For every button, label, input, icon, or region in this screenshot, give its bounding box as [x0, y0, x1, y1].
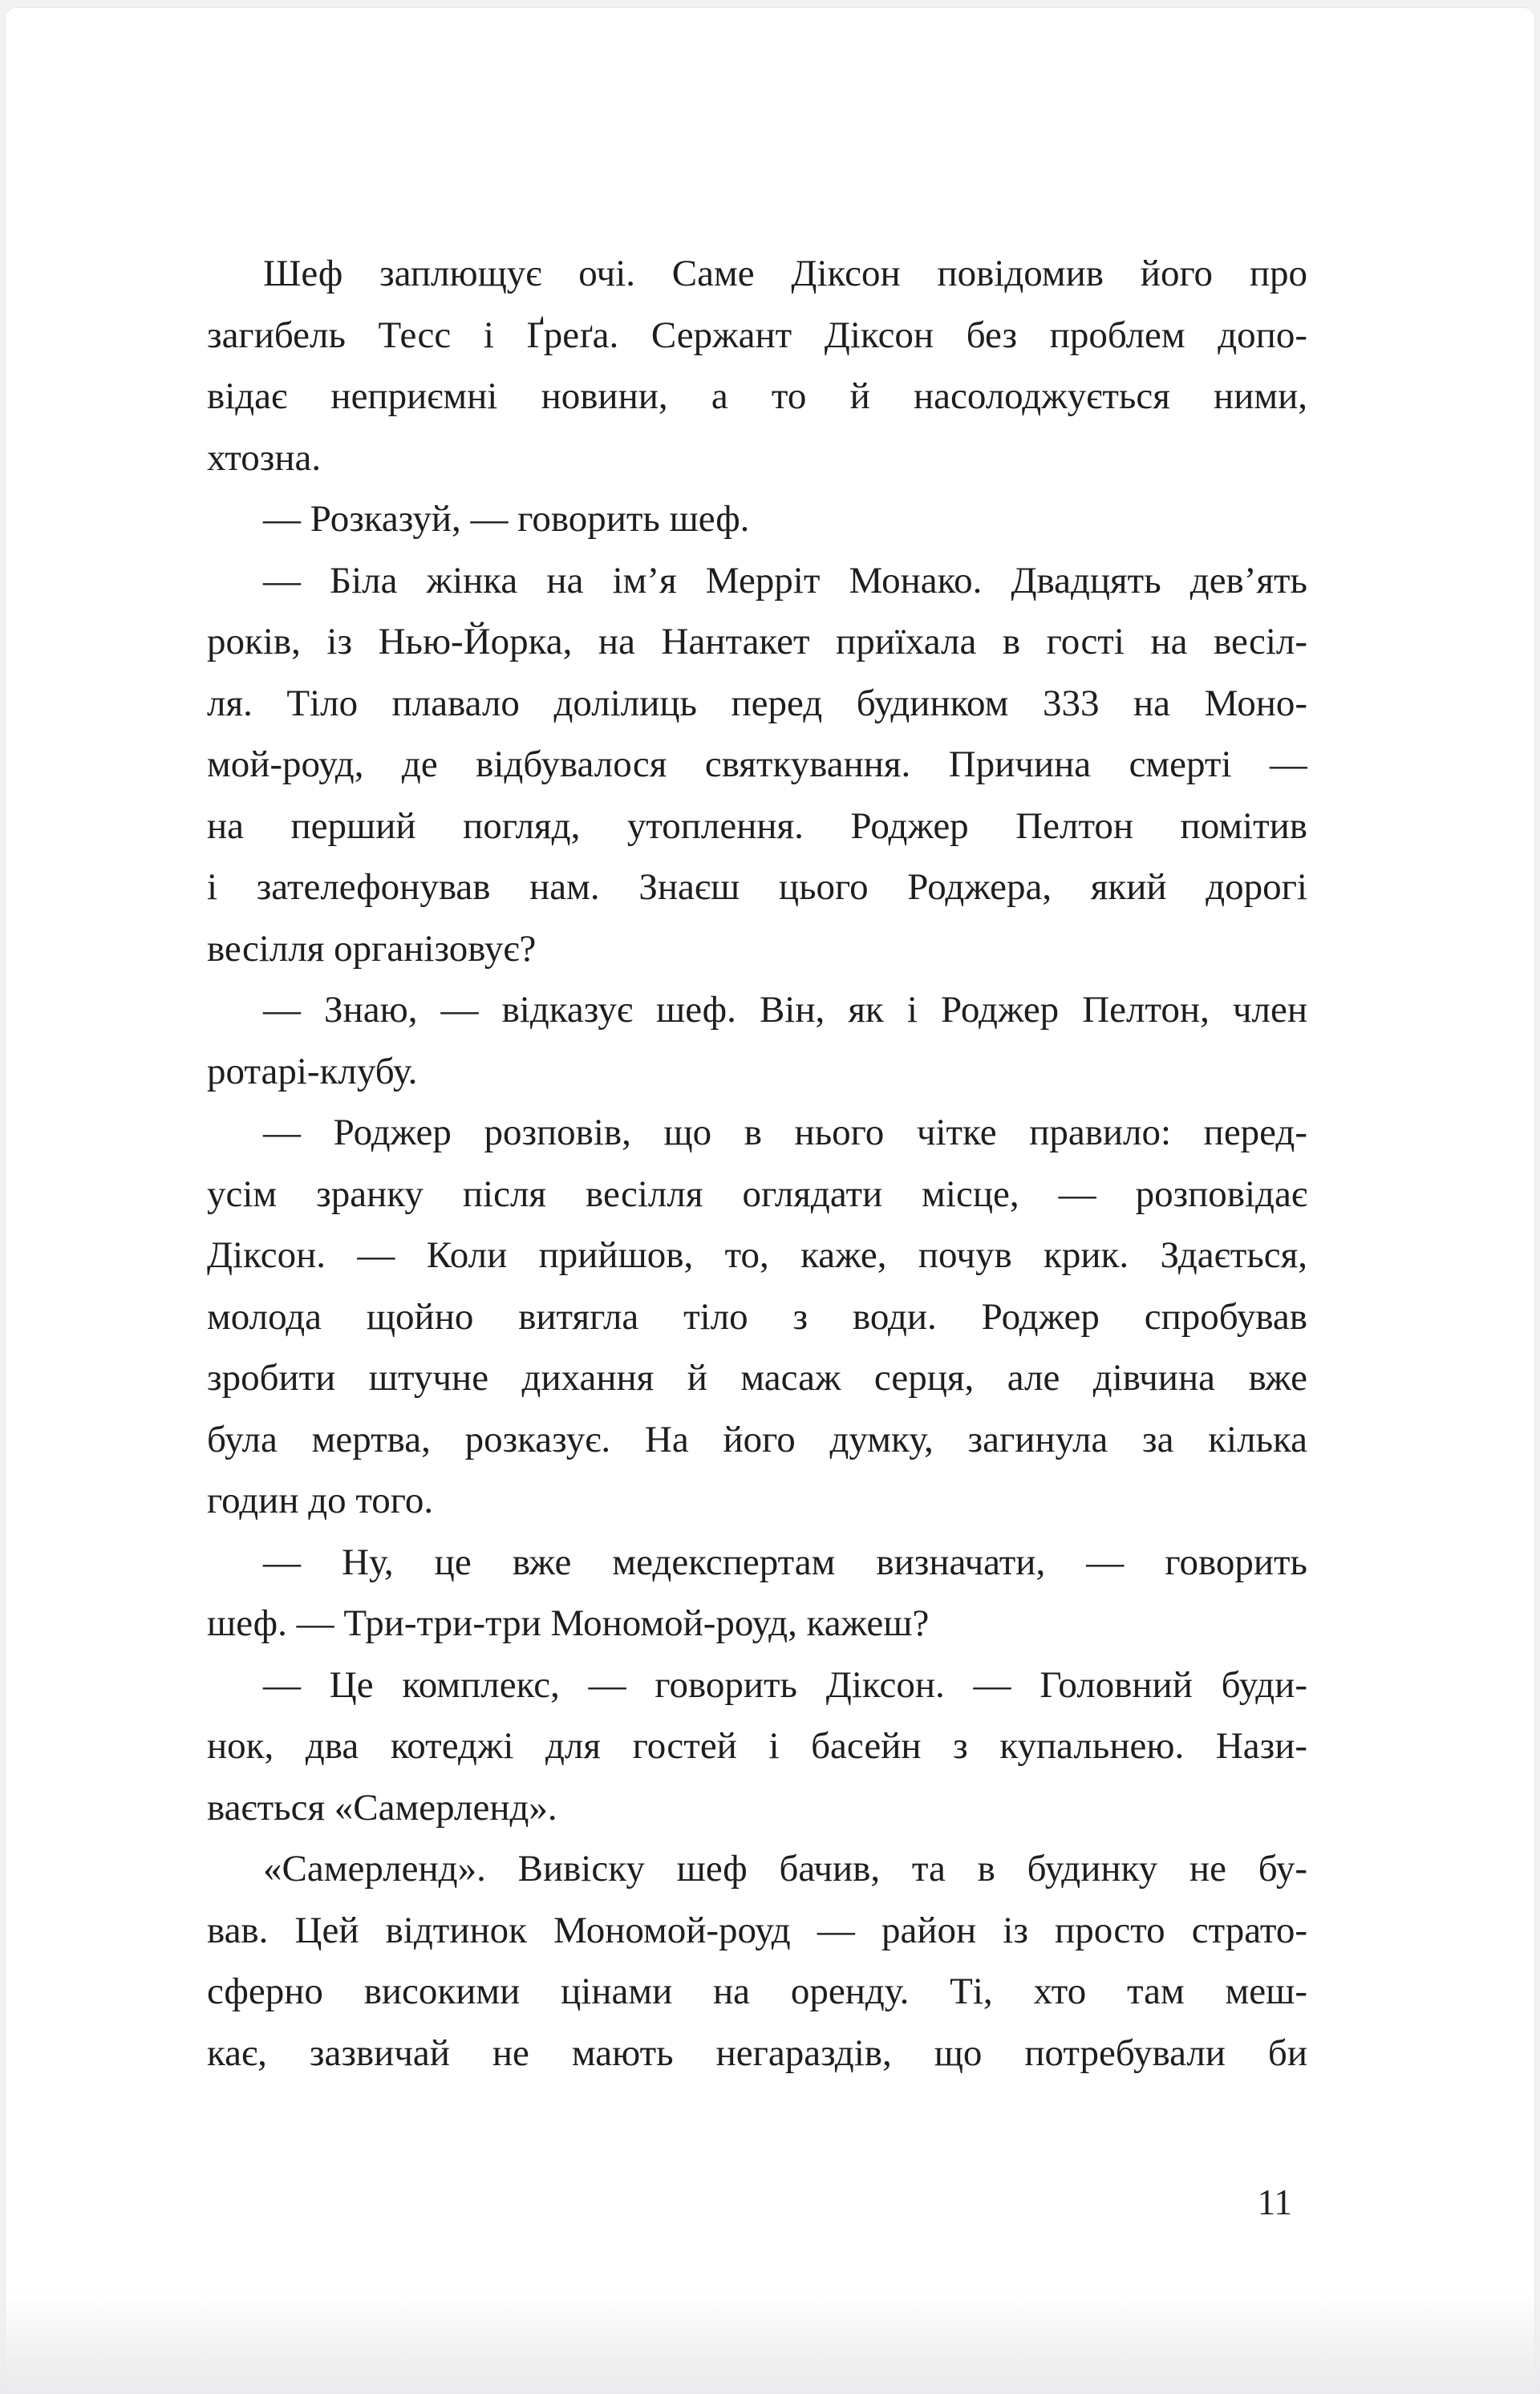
text-line: молода щойно витягла тіло з води. Роджер спробував — [207, 1295, 1307, 1338]
text-line: вається «Самерленд». — [207, 1786, 557, 1829]
text-line: — Знаю, — відказує шеф. Він, як і Роджер Пелтон, член — [263, 989, 1307, 1031]
text-line: годин до того. — [207, 1480, 434, 1521]
text-line: весілля організовує? — [207, 927, 537, 970]
text-line: хтозна. — [207, 436, 322, 479]
text-line: років, із Нью-Йорка, на Нантакет приїхала в гості на весіл- — [207, 621, 1307, 662]
text-line: мой-роуд, де відбувалося святкування. Причина смерті — — [207, 743, 1307, 785]
page-number: 11 — [1257, 2182, 1292, 2222]
text-line: і зателефонував нам. Знаєш цього Роджера, який дорогі — [207, 866, 1307, 908]
text-line: Шеф заплющує очі. Саме Діксон повідомив його про — [263, 253, 1307, 294]
text-line: ля. Тіло плавало долілиць перед будинком 333 на Моно- — [207, 682, 1307, 724]
text-line: загибель Тесс і Ґреґа. Сержант Діксон без проблем допо- — [207, 314, 1307, 356]
text-line: кає, зазвичай не мають негараздів, що потребували би — [207, 2031, 1307, 2074]
text-line: вав. Цей відтинок Мономой-роуд — район із просто страто- — [207, 1909, 1307, 1951]
text-line: — Розказуй, — говорить шеф. — [263, 498, 750, 540]
book-page — [5, 7, 1535, 2394]
text-line: зробити штучне дихання й масаж серця, але дівчина вже — [207, 1357, 1307, 1399]
text-line: «Самерленд». Вивіску шеф бачив, та в будинку не бу- — [263, 1848, 1307, 1890]
text-line: шеф. — Три-три-три Мономой-роуд, кажеш? — [207, 1602, 930, 1644]
text-line: — Це комплекс, — говорить Діксон. — Головний буди- — [263, 1663, 1307, 1706]
page-text — [207, 243, 1307, 2084]
text-line: усім зранку після весілля оглядати місце, — розповідає — [207, 1173, 1307, 1215]
text-line: — Ну, це вже медекспертам визначати, — говорить — [263, 1541, 1307, 1583]
text-line: — Біла жінка на ім’я Мерріт Монако. Двадцять дев’ять — [263, 559, 1307, 602]
text-line: ротарі-клубу. — [207, 1050, 418, 1092]
text-line: на перший погляд, утоплення. Роджер Пелтон помітив — [207, 804, 1307, 847]
text-line: Діксон. — Коли прийшов, то, каже, почув крик. Здається, — [207, 1234, 1307, 1276]
text-line: — Роджер розповів, що в нього чітке правило: перед- — [263, 1112, 1307, 1153]
text-line: була мертва, розказує. На його думку, загинула за кілька — [207, 1418, 1307, 1460]
text-line: відає неприємні новини, а то й насолоджується ними, — [207, 375, 1307, 417]
text-line: сферно високими цінами на оренду. Ті, хто там меш- — [207, 1971, 1307, 2012]
text-line: нок, два котеджі для гостей і басейн з купальнею. Нази- — [207, 1725, 1307, 1767]
